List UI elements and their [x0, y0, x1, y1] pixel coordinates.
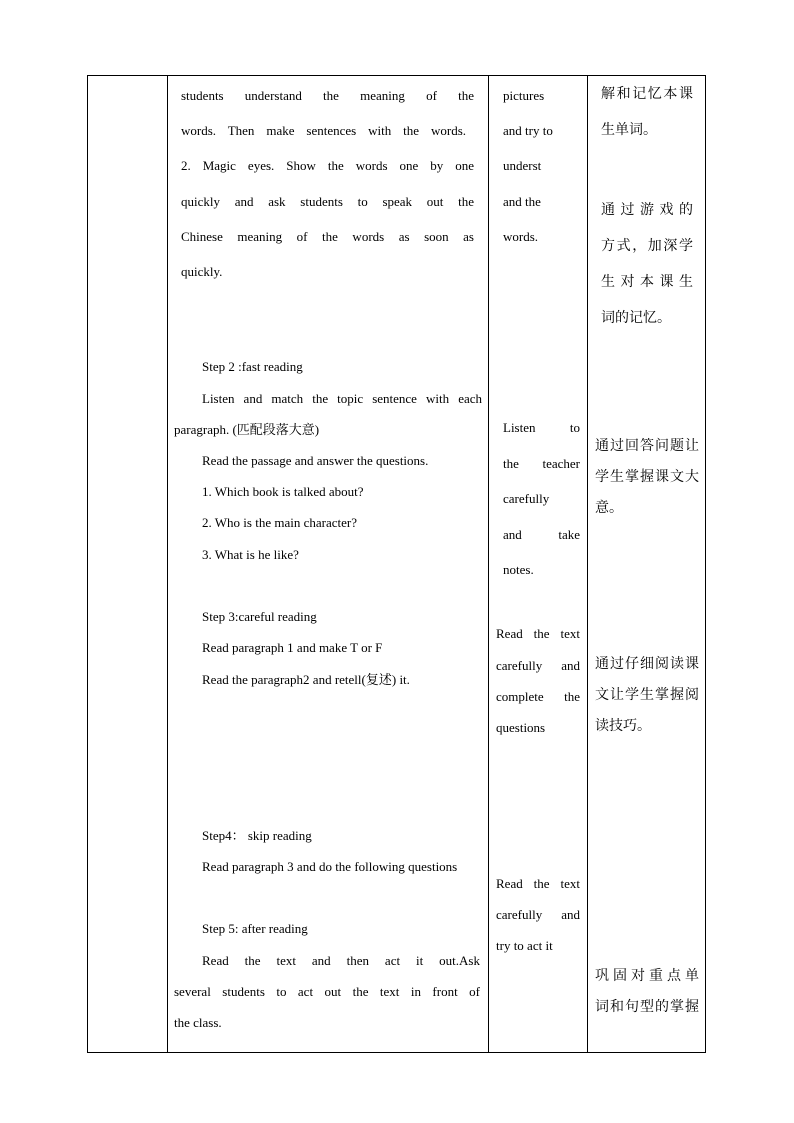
student-activity-line: carefully [503, 491, 550, 506]
step4-text: Read paragraph 3 and do the following questions [202, 859, 458, 874]
vocab-text-line: quickly and ask students to speak out the [181, 194, 474, 209]
design-intent-line: 文让学生掌握阅 [595, 687, 699, 703]
stage-column [88, 76, 167, 1052]
step2-title: Step 2 :fast reading [202, 359, 303, 374]
design-intent-line: 词的记忆。 [601, 310, 671, 326]
step5-title: Step 5: after reading [202, 921, 308, 936]
student-activity-line: pictures [503, 88, 545, 103]
student-activity-line: Listen to [503, 420, 580, 435]
student-activity-line: carefully and [496, 907, 580, 922]
design-intent-line: 通过游戏的 [601, 202, 693, 218]
step2-question: 3. What is he like? [202, 547, 299, 562]
design-intent-line: 通过仔细阅读课 [595, 656, 699, 672]
step5-text: the class. [174, 1015, 222, 1030]
vocab-text-line: words. Then make sentences with the words. [181, 123, 466, 138]
step3-text: Read paragraph 1 and make T or F [202, 640, 383, 655]
design-intent-line: 生对本课生 [601, 274, 693, 290]
step4-title: Step4： skip reading [202, 828, 312, 843]
student-activity-line: and the [503, 194, 541, 209]
design-intent-line: 生单词。 [601, 122, 657, 138]
step5-text: Read the text and then act it out.Ask [202, 953, 480, 968]
design-intent-line: 词和句型的掌握 [595, 999, 699, 1015]
student-activity-line: try to act it [496, 938, 553, 953]
student-activity-line: complete the [496, 689, 580, 704]
design-intent-line: 巩固对重点单 [595, 968, 699, 984]
lesson-plan-table [87, 75, 706, 1053]
vocab-text-line: Chinese meaning of the words as soon as [181, 229, 474, 244]
step2-question: 2. Who is the main character? [202, 515, 357, 530]
step3-text: Read the paragraph2 and retell(复述) it. [202, 672, 410, 687]
student-activity-line: underst [503, 158, 542, 173]
design-intent-line: 通过回答问题让 [595, 438, 699, 454]
student-activity-line: Read the text [496, 626, 580, 641]
design-intent-column [588, 76, 705, 1052]
student-activity-line: and take [503, 527, 580, 542]
student-activity-line: words. [503, 229, 539, 244]
student-activity-line: questions [496, 720, 546, 735]
student-activity-line: and try to [503, 123, 553, 138]
step2-text: paragraph. (匹配段落大意) [174, 422, 320, 437]
teacher-activity-column [168, 76, 488, 1052]
design-intent-line: 学生掌握课文大 [595, 469, 699, 485]
step2-text: Read the passage and answer the questions. [202, 453, 429, 468]
student-activity-line: carefully and [496, 658, 580, 673]
vocab-text-line: students understand the meaning of the [181, 88, 474, 103]
student-activity-column [489, 76, 587, 1052]
design-intent-line: 意。 [595, 500, 623, 516]
vocab-text-line: 2. Magic eyes. Show the words one by one [181, 158, 474, 173]
step2-question: 1. Which book is talked about? [202, 484, 364, 499]
student-activity-line: Read the text [496, 876, 580, 891]
step5-text: several students to act out the text in front of [174, 984, 480, 999]
student-activity-line: notes. [503, 562, 534, 577]
student-activity-line: the teacher [503, 456, 580, 471]
step3-title: Step 3:careful reading [202, 609, 317, 624]
vocab-text-line: quickly. [181, 264, 223, 279]
design-intent-line: 方式，加深学 [601, 238, 693, 254]
design-intent-line: 解和记忆本课 [601, 86, 693, 102]
step2-text: Listen and match the topic sentence with each [202, 391, 482, 406]
design-intent-line: 读技巧。 [595, 718, 651, 734]
